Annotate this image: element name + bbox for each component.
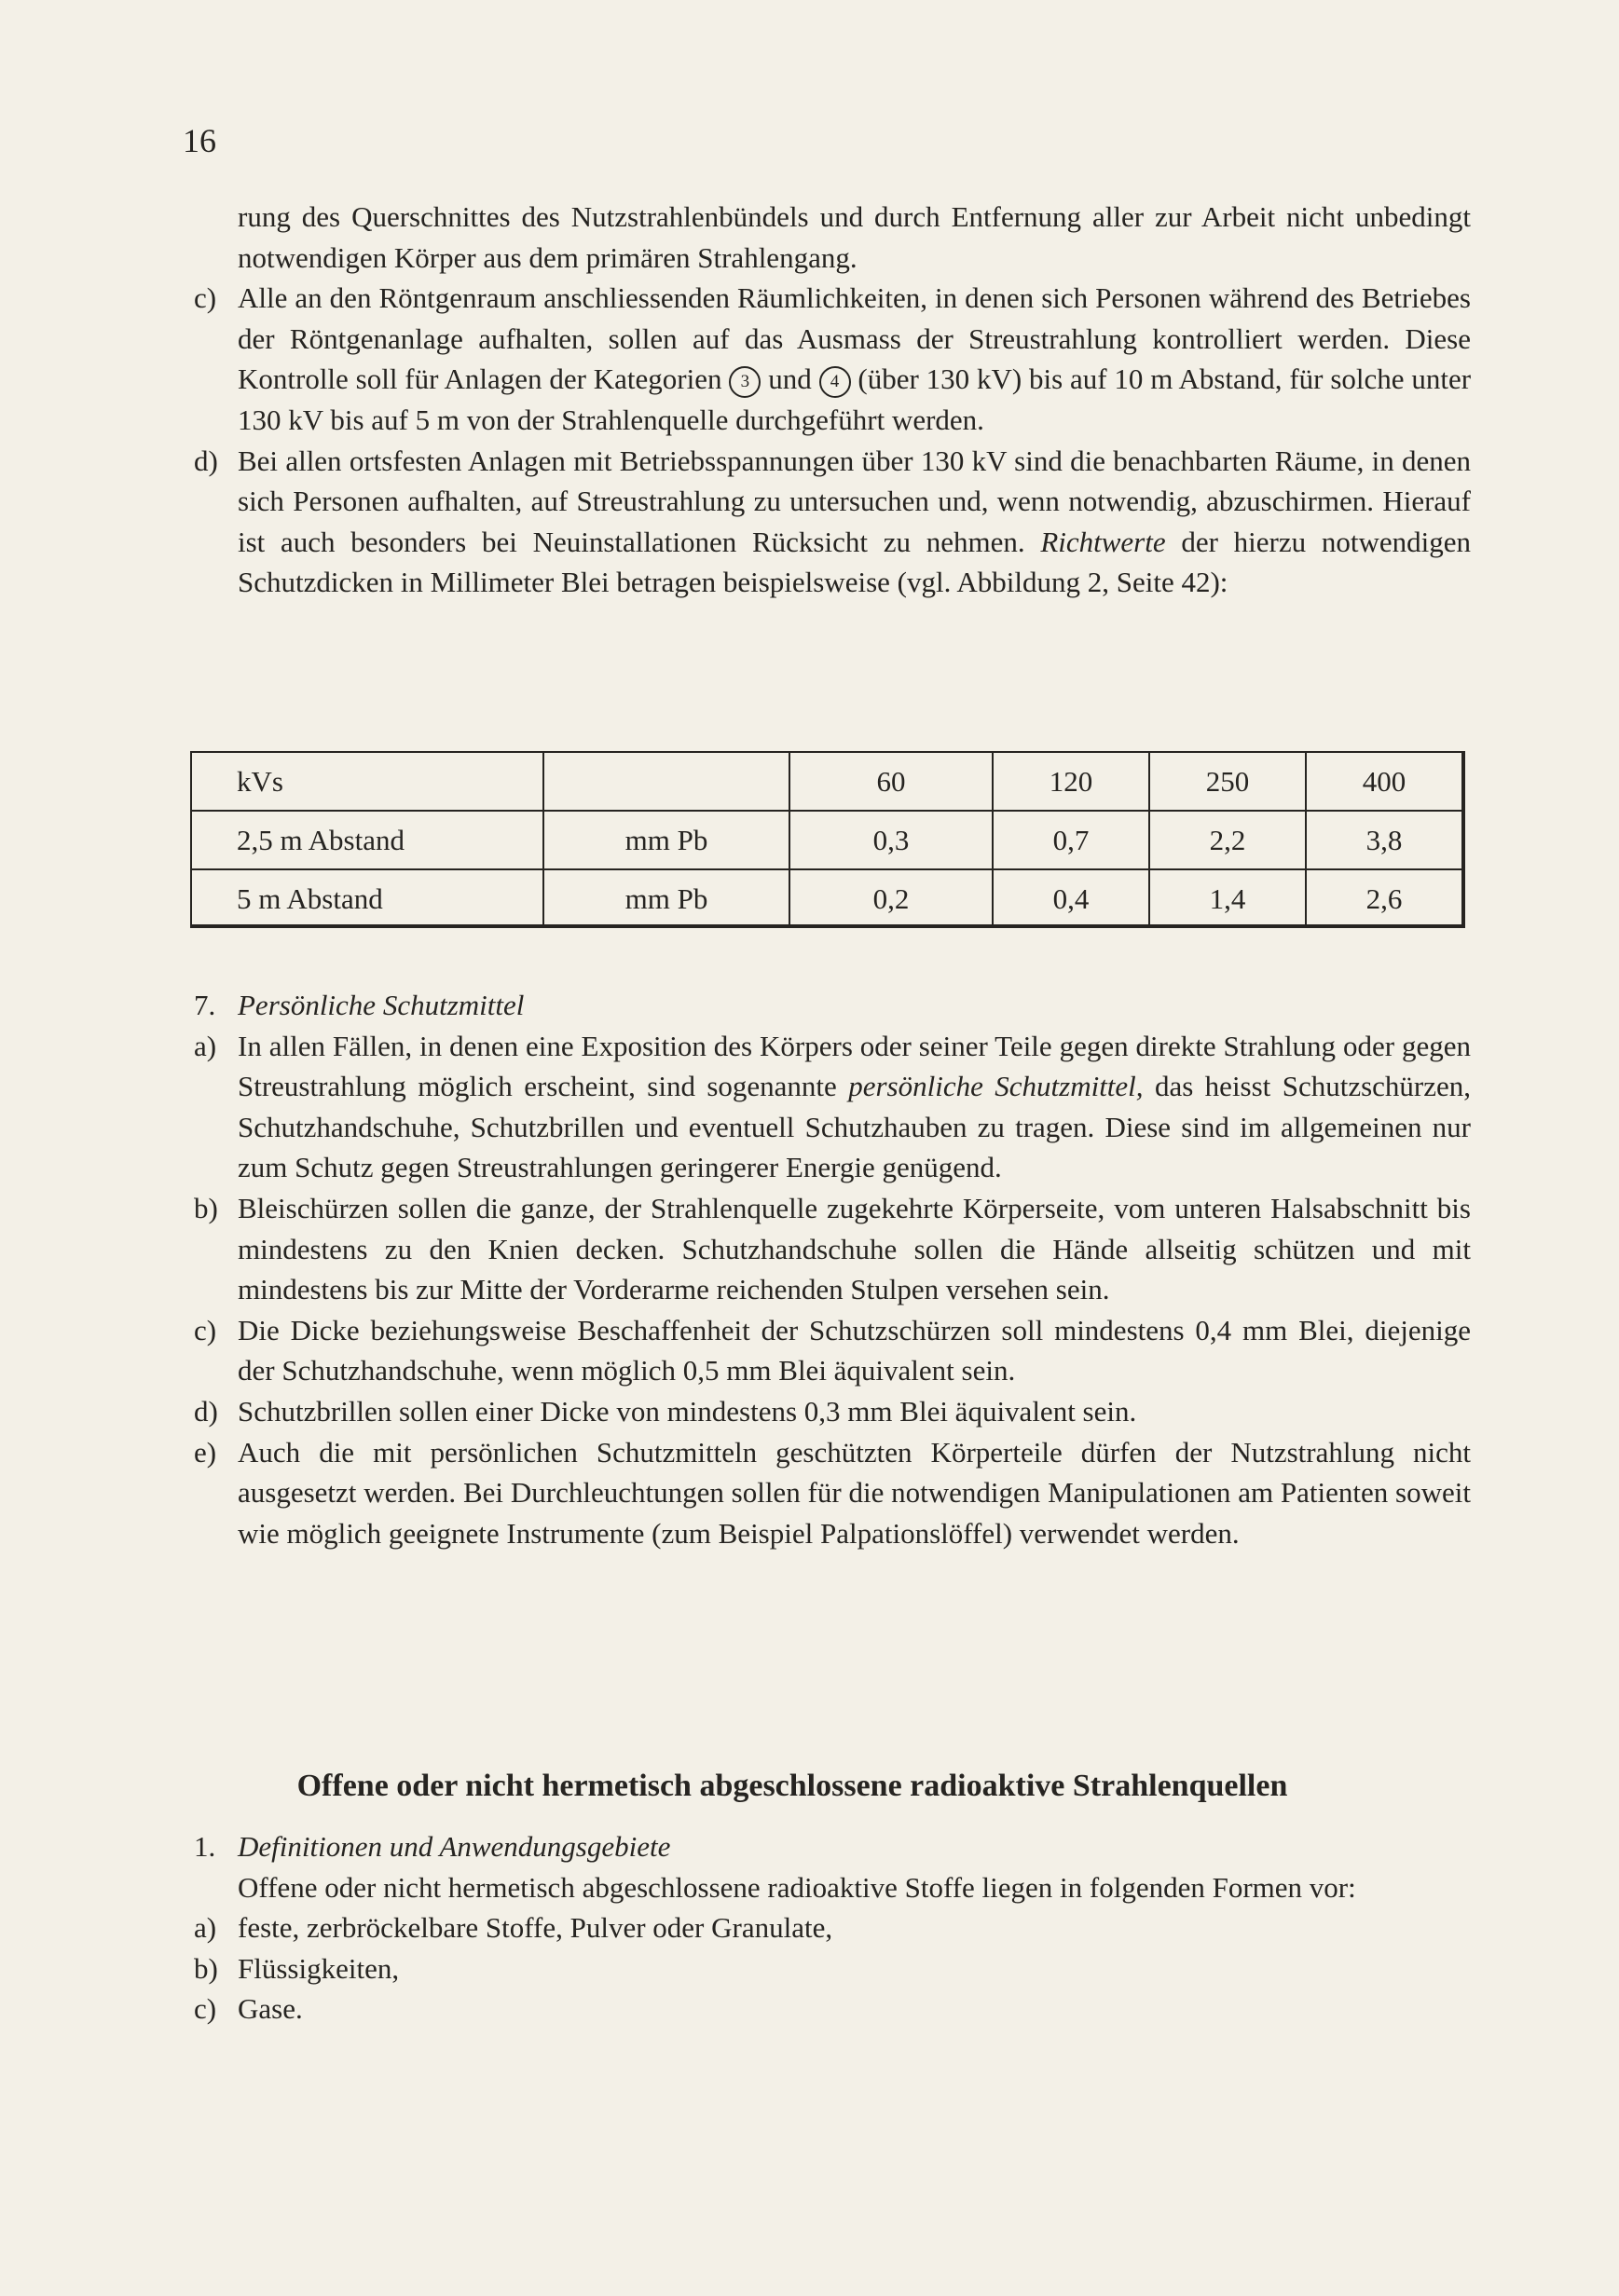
- section-title: Persönliche Schutzmittel: [238, 989, 525, 1021]
- table-cell: 400: [1362, 765, 1406, 798]
- list-label: b): [194, 1951, 218, 1985]
- list-item-text: feste, zerbröckelbare Stoffe, Pulver oder Granulate,: [238, 1911, 833, 1945]
- table-cell: 2,5 m Abstand: [192, 812, 544, 868]
- item-c-text: Die Dicke beziehungsweise Beschaffenheit der Schutzschürzen soll mindestens 0,4 mm Blei, diejenige der Schutzhandschuhe, wenn möglich 0,5 mm Blei äquivalent sein.: [238, 1313, 1471, 1387]
- section-1-title: [194, 1826, 1471, 1867]
- table-cell: 60: [790, 753, 994, 810]
- section-7: [194, 985, 1471, 1553]
- item-c-mid: und: [768, 362, 812, 396]
- list-item: [194, 1948, 1471, 1989]
- table-cell: mm Pb: [544, 812, 790, 868]
- list-item-c: [194, 278, 1471, 440]
- table-cell: 0,2: [790, 870, 994, 927]
- item-e-text: Auch die mit persönlichen Schutzmitteln geschützten Körperteile dürfen der Nutzstrahlung nicht ausgesetzt werden. Bei Durchleuchtungen sollen für die notwendigen Manipulationen am Patienten soweit wie möglich geeignete Instrumente (zum Beispiel Palpationslöffel) verwendet werden.: [238, 1435, 1471, 1550]
- item-d-text-after: der hierzu notwendigen Schutzdicken in Millimeter Blei betragen beispielsweise (vgl. Abbildung 2, Seite 42):: [238, 525, 1471, 599]
- item-d-italic: Richtwerte: [1040, 525, 1166, 558]
- list-item-e: [194, 1432, 1471, 1554]
- table-cell: kVs: [192, 753, 544, 810]
- list-item-text: Flüssigkeiten,: [238, 1951, 400, 1985]
- list-item-a: [194, 1026, 1471, 1188]
- item-c-text: Alle an den Röntgenraum anschliessenden Räumlichkeiten, in denen sich Personen während des Betriebes der Röntgenanlage aufhalten, sollen auf das Ausmass der Streustrahlung kontrolliert werden. Diese Kontrolle soll für Anlagen der Kategorien: [238, 281, 1471, 396]
- item-b-text: Bleischürzen sollen die ganze, der Strahlenquelle zugekehrte Körperseite, vom unteren Halsabschnitt bis mindestens zu den Knien decken. Schutzhandschuhe sollen die Hände allseitig schützen und mit mindestens bis zur Mitte der Vorderarme reichenden Stulpen versehen sein.: [238, 1191, 1471, 1306]
- table-cell: 5 m Abstand: [192, 870, 544, 927]
- table-cell: 2,2: [1150, 812, 1307, 868]
- circled-number-3: 3: [729, 366, 761, 398]
- list-item: [194, 1907, 1471, 1948]
- item-a-italic: persönliche Schutzmittel,: [848, 1070, 1144, 1103]
- circled-number-4: 4: [819, 366, 851, 398]
- list-item-text: Gase.: [238, 1992, 303, 2026]
- table-cell: 0,7: [994, 812, 1150, 868]
- list-label: e): [194, 1435, 217, 1469]
- table-row: [192, 812, 1461, 870]
- list-label: a): [194, 1029, 217, 1062]
- list-item-d: [194, 1391, 1471, 1432]
- table-cell: mm Pb: [544, 870, 790, 927]
- list-label: d): [194, 444, 218, 477]
- table-cell: 120: [994, 753, 1150, 810]
- intro-text: Offene oder nicht hermetisch abgeschlossene radioaktive Stoffe liegen in folgenden Formen vor:: [238, 1870, 1356, 1904]
- page-number: 16: [183, 122, 216, 159]
- section-number: 1.: [194, 1830, 216, 1863]
- table-cell: 0,4: [994, 870, 1150, 927]
- section-number: 7.: [194, 989, 216, 1021]
- shielding-table: [190, 751, 1465, 928]
- table-cell: 250: [1150, 753, 1307, 810]
- section-7-title: [194, 985, 1471, 1026]
- section-heading: Offene oder nicht hermetisch abgeschlossene radioaktive Strahlenquellen: [296, 1769, 1288, 1803]
- list-label: a): [194, 1911, 217, 1945]
- list-label: d): [194, 1394, 218, 1428]
- table-cell: [544, 753, 790, 810]
- list-item-d: [194, 441, 1471, 603]
- list-label: c): [194, 281, 217, 315]
- list-item-b: [194, 1188, 1471, 1310]
- list-label: b): [194, 1191, 218, 1224]
- list-item: [194, 1988, 1471, 2030]
- top-text-block: [194, 197, 1471, 603]
- intro-paragraph: [194, 197, 1471, 278]
- table-cell: 0,3: [790, 812, 994, 868]
- item-d-text: Schutzbrillen sollen einer Dicke von mindestens 0,3 mm Blei äquivalent sein.: [238, 1394, 1137, 1428]
- table-cell: 2,6: [1365, 882, 1403, 915]
- table-cell: 1,4: [1150, 870, 1307, 927]
- list-label: c): [194, 1992, 217, 2026]
- list-label: c): [194, 1313, 217, 1346]
- list-item-c: [194, 1310, 1471, 1391]
- section-title: Definitionen und Anwendungsgebiete: [238, 1830, 671, 1863]
- item-a-text-after: das heisst Schutzschürzen, Schutzhandschuhe, Schutzbrillen und eventuell Schutzhauben zu tragen. Diese sind im allgemeinen nur zum Schutz gegen Streustrahlungen geringerer Energie genügend.: [238, 1070, 1471, 1184]
- section-1: [194, 1826, 1471, 2030]
- section-1-intro: [194, 1867, 1471, 1908]
- intro-text: rung des Querschnittes des Nutzstrahlenbündels und durch Entfernung aller zur Arbeit nicht unbedingt notwendigen Körper aus dem primären Strahlengang.: [238, 200, 1471, 274]
- table-cell: 3,8: [1365, 824, 1403, 856]
- table-header-row: [192, 753, 1461, 812]
- item-a-text: In allen Fällen, in denen eine Exposition des Körpers oder seiner Teile gegen direkte Strahlung oder gegen Streustrahlung möglich erscheint, sind sogenannte: [238, 1029, 1471, 1103]
- item-c-text-after: (über 130 kV) bis auf 10 m Abstand, für solche unter 130 kV bis auf 5 m von der Strahlenquelle durchgeführt werden.: [238, 362, 1472, 436]
- item-d-text: Bei allen ortsfesten Anlagen mit Betriebsspannungen über 130 kV sind die benachbarten Räume, in denen sich Personen aufhalten, auf Streustrahlung zu untersuchen und, wenn notwendig, abzuschirmen. Hierauf ist auch besonders bei Neuinstallationen Rücksicht zu nehmen.: [238, 444, 1471, 558]
- table-row: [192, 870, 1461, 927]
